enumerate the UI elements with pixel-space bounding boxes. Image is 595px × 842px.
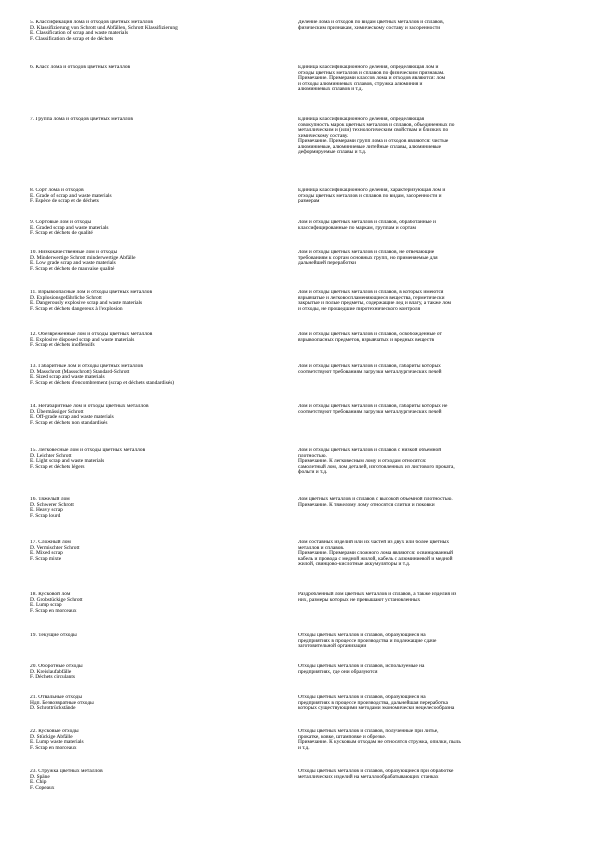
definition-line: которых существующими методами экономически нецелесообразна	[298, 705, 455, 711]
term-title: 17. Сложный лом	[30, 540, 71, 545]
term-translation: E. Lump scrap	[30, 602, 62, 608]
definition-line: Лом цветных металлов и сплавов с высокой объемной плотностью.	[298, 497, 453, 502]
term-names	[30, 540, 298, 562]
term-translation: E. Light scrap and waste materials	[30, 458, 105, 464]
definition-line: Лом и отходы цветных металлов и сплавов, обработанные и	[298, 220, 436, 225]
term-names	[30, 117, 298, 123]
term-title: 16. Тяжелый лом	[30, 497, 70, 502]
term-definition	[298, 540, 566, 568]
term-names	[30, 364, 298, 386]
term-definition	[298, 290, 566, 312]
definition-line: и т.д.	[298, 744, 310, 751]
definition-line: закрытые и полые предметы, содержащие лед и влагу, а также лом	[298, 300, 451, 306]
definition-line: требованиям к сортам основных групп, но применяемые для	[298, 254, 438, 261]
definition-line: Единица классификационного деления, определяющая	[298, 117, 425, 122]
term-definition	[298, 332, 566, 343]
term-names	[30, 497, 298, 519]
term-names	[30, 695, 298, 712]
definition-line: фольги и т.д.	[298, 469, 328, 475]
term-translation: D. Masschrott (Massschrott) Standard-Schrott	[30, 368, 130, 375]
term-title: 8. Сорт лома и отходов	[30, 188, 84, 193]
term-translation: E. Mixed scrap	[30, 550, 63, 556]
definition-line: Примечание. Примерами сложного лома являются: освинцованный	[298, 550, 454, 556]
term-translation: F. Scrap mixte	[30, 555, 62, 562]
definition-line: Примечание. К легковесным лому и отходам относятся:	[298, 458, 427, 464]
term-title: 21. Отвальные отходы	[30, 695, 83, 700]
definition-line: предприятиях в процессе производства, дальнейшая переработка	[298, 699, 448, 706]
definition-line: кабель и провода с медной жилой, кабель с алюминиевой и медной	[298, 555, 453, 562]
term-translation: D. Übermässiger Schrott	[30, 408, 84, 415]
term-names	[30, 729, 298, 751]
term-definition	[298, 592, 566, 603]
term-definition	[298, 20, 566, 31]
term-names	[30, 633, 298, 639]
definition-line: самолетный лом, лом деталей, изготовленных из листового проката,	[298, 463, 455, 470]
term-definition	[298, 250, 566, 267]
term-names	[30, 250, 298, 272]
term-translation: F. Scrap et déchets dangereux à l'explosion	[30, 305, 123, 312]
term-translation: E. Low grade scrap and waste materials	[30, 260, 116, 266]
term-title: 10. Низкокачественные лом и отходы	[30, 250, 118, 255]
term-names	[30, 20, 298, 42]
definition-line: соответствуют требованиям загрузки металлургических печей	[298, 408, 442, 415]
definition-line: и отходы алюминиевых сплавов, стружка алюминия и	[298, 80, 423, 87]
definition-line: взрывчатые и легковоспламеняющиеся вещества, герметически	[298, 294, 445, 301]
definition-line: алюминиевых сплавов и т.д.	[298, 86, 363, 92]
definition-line: взрывоопасных предметов, взрывчатых и вредных веществ	[298, 336, 435, 343]
term-title: 9. Сортовые лом и отходы	[30, 220, 92, 225]
term-names	[30, 592, 298, 614]
term-translation: F. Scrap et déchets d'encombrement (scrap et déchets standardisés)	[30, 379, 175, 386]
term-translation: D. Klassifizierung von Schrott und Abfällen, Schrott Klassifizierung	[30, 24, 178, 31]
definition-line: Лом и отходы цветных металлов и сплавов, освобожденные от	[298, 332, 442, 337]
term-definition	[298, 729, 566, 751]
term-title: 5. Классификация лома и отходов цветных металлов	[30, 20, 153, 25]
term-translation: F. Scrap et déchets de qualité	[30, 230, 93, 236]
definition-line: Деление лома и отходов по видам цветных металлов и сплавов,	[298, 20, 444, 25]
term-definition	[298, 65, 566, 93]
term-title: 14. Негабаритные лом и отходы цветных металлов	[30, 404, 149, 409]
term-title: 20. Оборотные отходы	[30, 664, 83, 669]
term-definition	[298, 664, 566, 675]
term-translation: F. Déchets circulants	[30, 674, 75, 680]
term-translation: F. Scrap et déchets légers	[30, 463, 85, 470]
definition-line: и отходы, не прошедшие пиротехнического контроля	[298, 305, 421, 312]
term-translation: F. Scrap et déchets de mauvaise qualité	[30, 265, 115, 272]
term-names	[30, 332, 298, 349]
definition-line: Примечание. К тяжелому лому относятся слитки и поковки	[298, 501, 435, 508]
term-translation: D. Vermischter Schrott	[30, 544, 80, 551]
term-translation: D. Schrottrückstände	[30, 705, 76, 711]
term-translation: E. Dangerously explosive scrap and waste materials	[30, 300, 143, 306]
term-title: 15. Легковесные лом и отходы цветных металлов	[30, 448, 146, 453]
term-definition	[298, 364, 566, 375]
term-translation: E. Chip	[30, 779, 47, 785]
term-translation: E. Graded scrap and waste materials	[30, 224, 109, 231]
definition-line: совокупность марок цветных металлов и сплавов, объединенных по	[298, 121, 455, 128]
term-translation: D. Grobstückige Schrott	[30, 596, 83, 603]
definition-line: заготовительной организации	[298, 643, 367, 649]
definition-line: металлов и сплавов.	[298, 544, 345, 551]
term-names	[30, 664, 298, 681]
term-translation: F. Espèce de scrap et de déchets	[30, 198, 99, 204]
term-translation: E. Explosive disposed scrap and waste materials	[30, 336, 135, 343]
definition-line: Лом и отходы цветных металлов и сплавов, не отвечающие	[298, 250, 435, 255]
definition-line: физическим признакам, химическому составу и засоренности	[298, 24, 441, 31]
definition-line: Отходы цветных металлов и сплавов, образующиеся при обработке	[298, 769, 454, 774]
definition-line: предприятиях, где они образуются	[298, 668, 378, 675]
term-definition	[298, 117, 566, 156]
term-title: 18. Кусковой лом	[30, 592, 71, 597]
term-title: 12. Обезвреженные лом и отходы цветных металлов	[30, 332, 153, 337]
term-title: 6. Класс лома и отходов цветных металлов	[30, 65, 131, 70]
term-definition	[298, 448, 566, 476]
definition-line: дальнейшей переработки	[298, 260, 356, 266]
term-title: 23. Стружка цветных металлов	[30, 769, 103, 774]
term-definition	[298, 188, 566, 205]
term-translation: F. Scrap en morceaux	[30, 607, 77, 614]
definition-line: размерам	[298, 198, 320, 204]
definition-line: Примечание. Примерами классов лома и отходов являются: лом	[298, 75, 446, 81]
term-translation: E. Classification of scrap and waste materials	[30, 30, 129, 36]
definition-line: предприятиях в процессе производства и подлежащие сдаче	[298, 637, 437, 644]
definition-line: Лом и отходы цветных металлов и сплавов с низкой объемной	[298, 448, 442, 453]
term-definition	[298, 769, 566, 780]
term-names	[30, 65, 298, 71]
definition-line: металлическим и (или) технологическим свойствам и близких по	[298, 127, 449, 133]
definition-line: химическому составу.	[298, 132, 349, 139]
definition-line: Лом и отходы цветных металлов и сплавов, габариты которых не	[298, 404, 448, 409]
definition-line: деформируемые сплавы и т.д.	[298, 149, 367, 155]
term-translation: D. Schwerer Schrott	[30, 501, 74, 508]
term-translation: F. Scrap et déchets inoffensifs	[30, 342, 95, 348]
term-translation: Ндп. Безвозвратные отходы	[30, 699, 94, 706]
term-title: 22. Кусковые отходы	[30, 729, 79, 734]
term-translation: D. Explosionsgefährliche Schrott	[30, 294, 102, 301]
term-translation: D. Stückige Abfälle	[30, 733, 73, 740]
term-translation: F. Scrap en morceaux	[30, 744, 77, 751]
term-names	[30, 769, 298, 791]
term-translation: F. Classification de scrap et de déchets	[30, 35, 114, 42]
definition-line: соответствуют требованиям загрузки металлургических печей	[298, 368, 442, 375]
term-definition	[298, 633, 566, 650]
term-title: 7. Группа лома и отходов цветных металлов	[30, 117, 133, 122]
definition-line: Отходы цветных металлов и сплавов, используемые на	[298, 664, 425, 669]
definition-line: Лом и отходы цветных металлов и сплавов, в которых имеются	[298, 290, 444, 295]
definition-line: плотностью.	[298, 452, 327, 459]
definition-line: Раздробленный лом цветных металлов и сплавов, а также изделия из	[298, 592, 457, 597]
term-names	[30, 220, 298, 237]
term-title: 19. Текущие отходы	[30, 633, 77, 638]
definition-line: Примечание. К кусковым отходам не относятся стружка, опилки, пыль	[298, 739, 461, 745]
definition-line: алюминиевые, алюминиевые литейные сплавы, алюминиевые	[298, 143, 442, 150]
term-names	[30, 188, 298, 205]
definition-line: Единица классификационного деления, характеризующая лом и	[298, 188, 446, 193]
definition-line: Отходы цветных металлов и сплавов, полученные при литье,	[298, 729, 439, 734]
term-definition	[298, 497, 566, 508]
definition-line: жилой, свинцово-кислотные аккумуляторы и т.д.	[298, 561, 411, 567]
term-translation: E. Lump waste materials	[30, 739, 84, 745]
definition-line: Отходы цветных металлов и сплавов, образующиеся на	[298, 695, 426, 700]
definition-line: металлических изделий на металлообрабатывающих станках	[298, 773, 439, 780]
definition-line: классифицированные по маркам, группам и сортам	[298, 224, 416, 231]
definition-line: отходы цветных металлов и сплавов по физическим признакам.	[298, 69, 445, 76]
definition-line: Примечание. Примерами групп лома и отходов являются: чистые	[298, 138, 449, 144]
term-definition	[298, 404, 566, 415]
term-title: 11. Взрывоопасные лом и отходы цветных металлов	[30, 290, 153, 295]
definition-line: Лом и отходы цветных металлов и сплавов, габариты которых	[298, 364, 441, 369]
term-translation: E. Off-grade scrap and waste materials	[30, 414, 114, 420]
definition-line: отходы цветных металлов и сплавов по видам, засоренности и	[298, 192, 442, 199]
definition-line: Лом составных изделий или их частей из двух или более цветных	[298, 540, 450, 545]
term-translation: E. Heavy scrap	[30, 507, 63, 513]
term-names	[30, 404, 298, 426]
definition-line: прокатке, ковке, штамповке и обрезке.	[298, 733, 387, 740]
term-translation: F. Scrap et déchets non standardisés	[30, 419, 108, 426]
term-translation: D. Leichter Schrott	[30, 452, 72, 459]
term-translation: D. Minderwertige Schrott minderwertige Abfälle	[30, 254, 136, 261]
definition-line: Единица классификационного деления, определяющая лом и	[298, 65, 439, 70]
term-translation: F. Copeaux	[30, 784, 55, 791]
term-translation: F. Scrap lourd	[30, 512, 61, 519]
term-definition	[298, 220, 566, 231]
term-translation: D. Späne	[30, 773, 50, 780]
term-translation: E. Sized scrap and waste materials	[30, 374, 105, 380]
definition-line: Отходы цветных металлов и сплавов, образующиеся на	[298, 633, 426, 638]
term-definition	[298, 695, 566, 712]
term-title: 13. Габаритные лом и отходы цветных металлов	[30, 364, 143, 369]
term-translation: D. Kreislaufabfälle	[30, 668, 72, 675]
term-names	[30, 448, 298, 470]
definition-line: них, размеры которых не превышают установленных	[298, 596, 421, 603]
term-names	[30, 290, 298, 312]
term-translation: E. Grade of scrap and waste materials	[30, 192, 112, 199]
